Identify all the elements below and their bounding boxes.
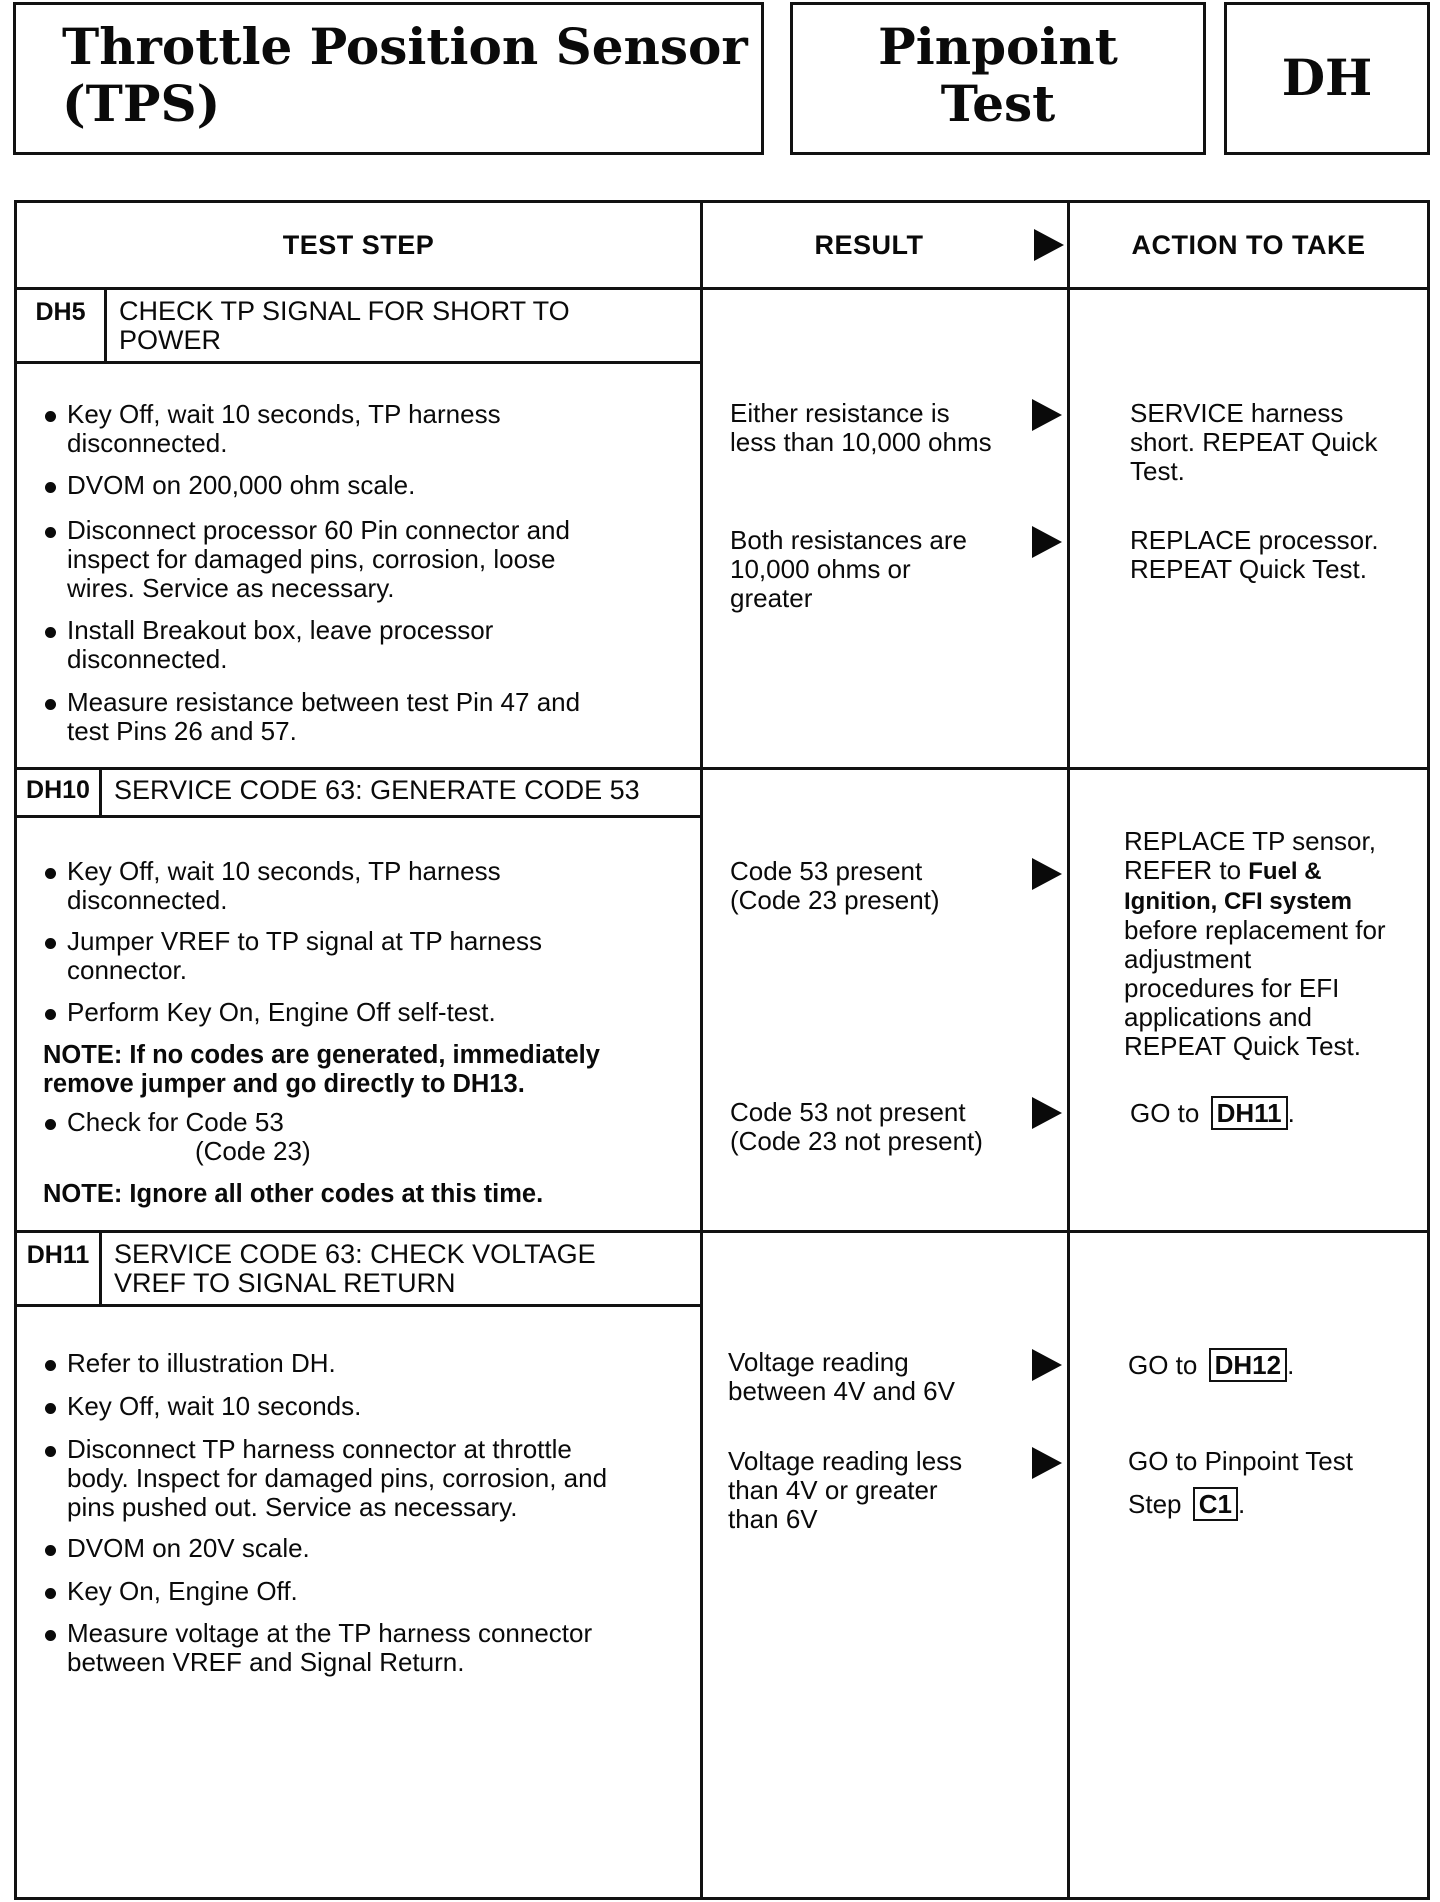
step-id: DH11 — [17, 1233, 102, 1307]
list-item: Jumper VREF to TP signal at TP harness connector. — [37, 927, 542, 985]
list-item: Disconnect TP harness connector at throttle body. Inspect for damaged pins, corrosion, and pins pushed out. Service as necessary. — [37, 1435, 607, 1522]
result-text: Code 53 present (Code 23 present) — [730, 856, 940, 915]
list-item: DVOM on 20V scale. — [37, 1534, 310, 1563]
action-text: SERVICE harness short. REPEAT Quick Test. — [1130, 398, 1378, 486]
step-id: DH10 — [17, 770, 102, 818]
pinpoint-title: Pinpoint Test — [878, 17, 1118, 133]
column-header-test-step: TEST STEP — [282, 229, 435, 260]
step-reference-button[interactable]: DH11 — [1211, 1096, 1288, 1130]
list-item: Perform Key On, Engine Off self-test. — [37, 998, 496, 1027]
result-arrow-icon — [1032, 526, 1062, 558]
result-text: Voltage reading less than 4V or greater than 6V — [728, 1446, 963, 1534]
note-text: NOTE: Ignore all other codes at this time. — [43, 1180, 544, 1208]
column-header-action: ACTION TO TAKE — [1131, 229, 1366, 260]
action-text: GO to DH11 . — [1130, 1098, 1295, 1128]
column-header-result: RESULT — [814, 229, 924, 260]
list-item: Measure resistance between test Pin 47 and test Pins 26 and 57. — [37, 688, 580, 746]
result-arrow-icon — [1032, 399, 1062, 431]
column-divider — [700, 203, 703, 1897]
result-text: Code 53 not present (Code 23 not present) — [730, 1097, 983, 1156]
test-code: DH — [1281, 48, 1373, 107]
step-reference-button[interactable]: DH12 — [1209, 1348, 1287, 1382]
result-text: Both resistances are 10,000 ohms or greater — [730, 525, 968, 613]
column-divider — [1067, 203, 1070, 1897]
list-item: Key Off, wait 10 seconds, TP harness disconnected. — [37, 400, 501, 458]
result-arrow-icon — [1032, 858, 1062, 890]
note-text: NOTE: If no codes are generated, immediately remove jumper and go directly to DH13. — [43, 1041, 600, 1098]
action-text: REPLACE TP sensor, REFER to Fuel & Ignition, CFI system before replacement for adjustment procedures for EFI applications and REPEAT Quick Test. — [1124, 826, 1386, 1061]
result-arrow-icon — [1032, 1447, 1062, 1479]
step-title: SERVICE CODE 63: CHECK VOLTAGE VREF TO SIGNAL RETURN — [102, 1233, 700, 1307]
step-title: SERVICE CODE 63: GENERATE CODE 53 — [102, 770, 700, 818]
step-id: DH5 — [17, 290, 107, 364]
list-item: Refer to illustration DH. — [37, 1349, 336, 1378]
result-arrow-icon — [1034, 229, 1064, 261]
step-title: CHECK TP SIGNAL FOR SHORT TO POWER — [107, 290, 700, 364]
list-item: Disconnect processor 60 Pin connector and inspect for damaged pins, corrosion, loose wires. Service as necessary. — [37, 516, 570, 603]
list-item: DVOM on 200,000 ohm scale. — [37, 471, 415, 500]
page-title: Throttle Position Sensor (TPS) — [62, 17, 748, 133]
list-item: Check for Code 53 (Code 23) — [37, 1108, 311, 1166]
action-text: GO to DH12 . — [1128, 1350, 1295, 1380]
list-item: Key Off, wait 10 seconds. — [37, 1392, 361, 1421]
list-item: Key Off, wait 10 seconds, TP harness disconnected. — [37, 857, 501, 915]
action-text: REPLACE processor. REPEAT Quick Test. — [1130, 525, 1379, 584]
list-item: Install Breakout box, leave processor disconnected. — [37, 616, 493, 674]
list-item: Key On, Engine Off. — [37, 1577, 298, 1606]
action-text: GO to Pinpoint Test Step C1 . — [1128, 1446, 1353, 1519]
list-item: Measure voltage at the TP harness connector between VREF and Signal Return. — [37, 1619, 592, 1677]
result-text: Either resistance is less than 10,000 ohms — [730, 398, 992, 457]
result-text: Voltage reading between 4V and 6V — [728, 1347, 955, 1406]
result-arrow-icon — [1032, 1097, 1062, 1129]
result-arrow-icon — [1032, 1349, 1062, 1381]
step-reference-button[interactable]: C1 — [1193, 1487, 1238, 1521]
pinpoint-table — [14, 200, 1430, 1900]
